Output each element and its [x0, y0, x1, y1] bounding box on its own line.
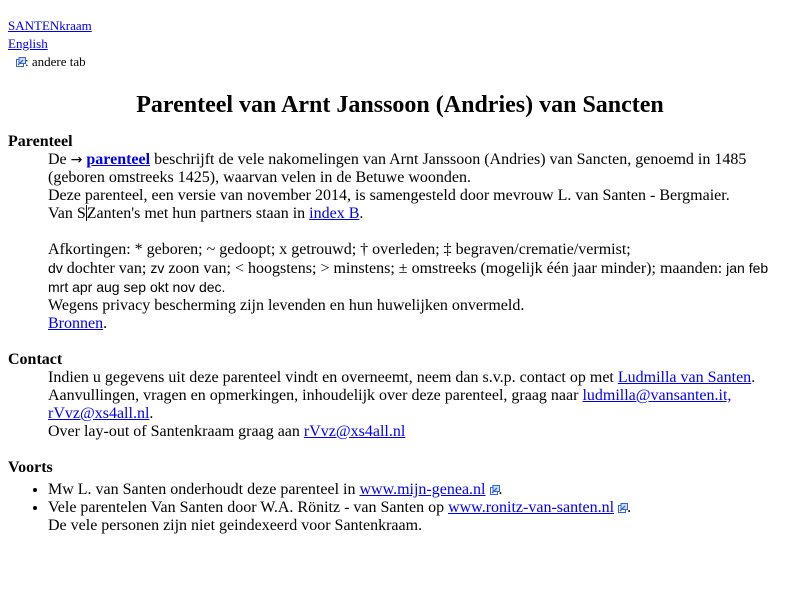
- abbr-dv: dv: [48, 260, 63, 276]
- arrow-right-icon: →: [70, 152, 83, 168]
- section-heading-voorts: Voorts: [8, 459, 53, 476]
- mijn-genea-link[interactable]: www.mijn-genea.nl: [359, 481, 486, 498]
- content-list: [8, 133, 792, 535]
- punctuation: .: [751, 369, 756, 386]
- section-parenteel: [48, 151, 792, 333]
- index-text-b: Zanten's met hun partners staan in: [86, 205, 310, 222]
- rvvz-email-link[interactable]: rVvz@xs4all.nl: [48, 405, 150, 422]
- index-b-link[interactable]: index B: [309, 205, 360, 222]
- external-link-icon[interactable]: [618, 503, 627, 512]
- punctuation: .: [103, 315, 108, 332]
- voorts-list: [8, 481, 792, 535]
- section-voorts: [8, 481, 792, 535]
- abbreviations-line: Afkortingen: * geboren; ~ gedoopt; x getrouwd; † overleden; ‡ begraven/crematie/vermist;: [48, 241, 631, 258]
- layout-email-link[interactable]: rVvz@xs4all.nl: [303, 423, 406, 440]
- abbr-dv-text: dochter van;: [62, 260, 151, 277]
- ronitz-van-santen-link[interactable]: www.ronitz-van-santen.nl: [448, 499, 615, 516]
- external-link-icon: [16, 57, 25, 66]
- section-heading-parenteel: Parenteel: [8, 133, 73, 150]
- external-link-icon[interactable]: [490, 485, 499, 494]
- contact-text-1: Indien u gegevens uit deze parenteel vindt en overneemt, neem dan s.v.p. contact op met: [48, 369, 618, 386]
- punctuation: .: [627, 499, 632, 516]
- list-item: [48, 481, 792, 499]
- punctuation: .: [149, 405, 154, 422]
- ludmilla-contact-link[interactable]: Ludmilla van Santen: [617, 369, 752, 386]
- version-text: Deze parenteel, een versie van november 2014, is samengesteld door mevrouw L. van Santen - Bergmaier.: [48, 187, 730, 204]
- list-item: [48, 499, 792, 535]
- abbr-zv: zv: [150, 260, 165, 276]
- parenteel-description: beschrijft de vele nakomelingen van Arnt Janssoon (Andries) van Sancten, genoemd in 1485 (geboren omstreeks 1425), waarvan velen in de Betuwe woonden.: [48, 151, 747, 186]
- punctuation: .: [359, 205, 364, 222]
- external-tab-legend-text: : andere tab: [25, 54, 86, 69]
- not-indexed-note: De vele personen zijn niet geindexeerd voor Santenkraam.: [48, 517, 423, 534]
- santenkraam-home-link[interactable]: SANTENkraam: [8, 18, 92, 33]
- list-item-text: Mw L. van Santen onderhoudt deze parenteel in: [48, 481, 360, 498]
- ludmilla-email-link[interactable]: ludmilla@vansanten.it,: [582, 387, 732, 404]
- abbr-months: jan feb mrt apr aug sep okt nov dec.: [48, 260, 769, 295]
- top-navigation: [8, 17, 792, 71]
- page-title: Parenteel van Arnt Janssoon (Andries) van Sancten: [136, 92, 664, 118]
- section-heading-contact: Contact: [8, 351, 63, 368]
- external-tab-legend: [8, 53, 792, 71]
- index-text-a: Van S: [48, 205, 86, 222]
- english-language-link[interactable]: English: [8, 36, 48, 51]
- parenteel-intro-text: De: [48, 151, 71, 168]
- parenteel-link[interactable]: parenteel: [86, 151, 151, 168]
- section-contact: [48, 369, 792, 441]
- bronnen-link[interactable]: Bronnen: [48, 315, 104, 332]
- abbr-zv-text: zoon van; < hoogstens; > minstens; ± omstreeks (mogelijk één jaar minder); maanden:: [164, 260, 727, 277]
- contact-text-3: Over lay-out of Santenkraam graag aan: [48, 423, 304, 440]
- contact-text-2: Aanvullingen, vragen en opmerkingen, inhoudelijk over deze parenteel, graag naar: [48, 387, 583, 404]
- list-item-text: Vele parentelen Van Santen door W.A. Rönitz - van Santen op: [48, 499, 449, 516]
- privacy-text: Wegens privacy bescherming zijn levenden en hun huwelijken onvermeld.: [48, 297, 525, 314]
- punctuation: .: [498, 481, 503, 498]
